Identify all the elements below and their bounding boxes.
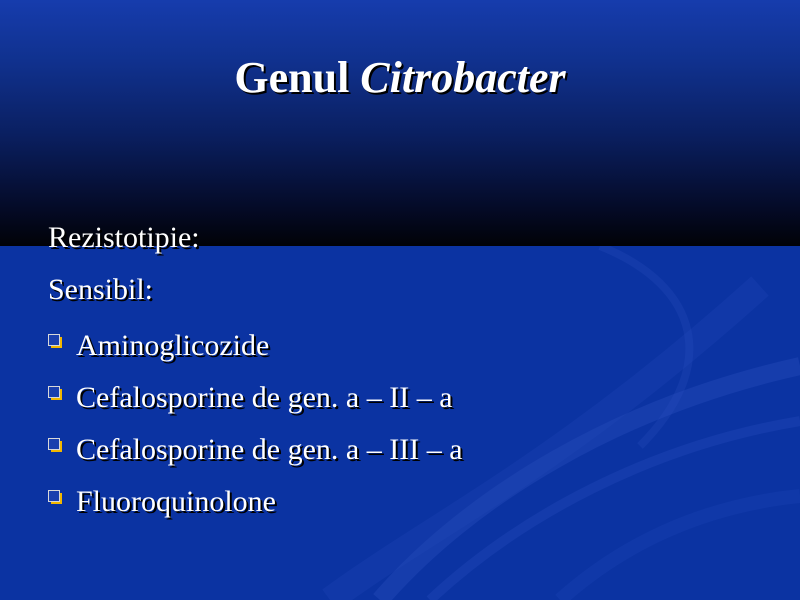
list-item	[48, 372, 788, 424]
slide-body	[48, 216, 788, 528]
header-gradient-band	[0, 0, 800, 246]
square-bullet-icon	[48, 334, 62, 348]
slide-title	[0, 52, 800, 104]
title-regular: Genul	[234, 53, 361, 102]
list-item	[48, 320, 788, 372]
list-item	[48, 476, 788, 528]
square-bullet-icon	[48, 490, 62, 504]
title-italic: Citrobacter	[360, 53, 566, 102]
list-item-label: Cefalosporine de gen. a – II – a	[76, 381, 453, 414]
list-item	[48, 424, 788, 476]
list-item-label: Fluoroquinolone	[76, 485, 276, 518]
list-item-label: Aminoglicozide	[76, 329, 270, 362]
square-bullet-icon	[48, 438, 62, 452]
body-line-sensibil: Sensibil:	[48, 273, 154, 306]
list-item-label: Cefalosporine de gen. a – III – a	[76, 433, 463, 466]
square-bullet-icon	[48, 386, 62, 400]
body-line-rezistotipie: Rezistotipie:	[48, 221, 200, 254]
